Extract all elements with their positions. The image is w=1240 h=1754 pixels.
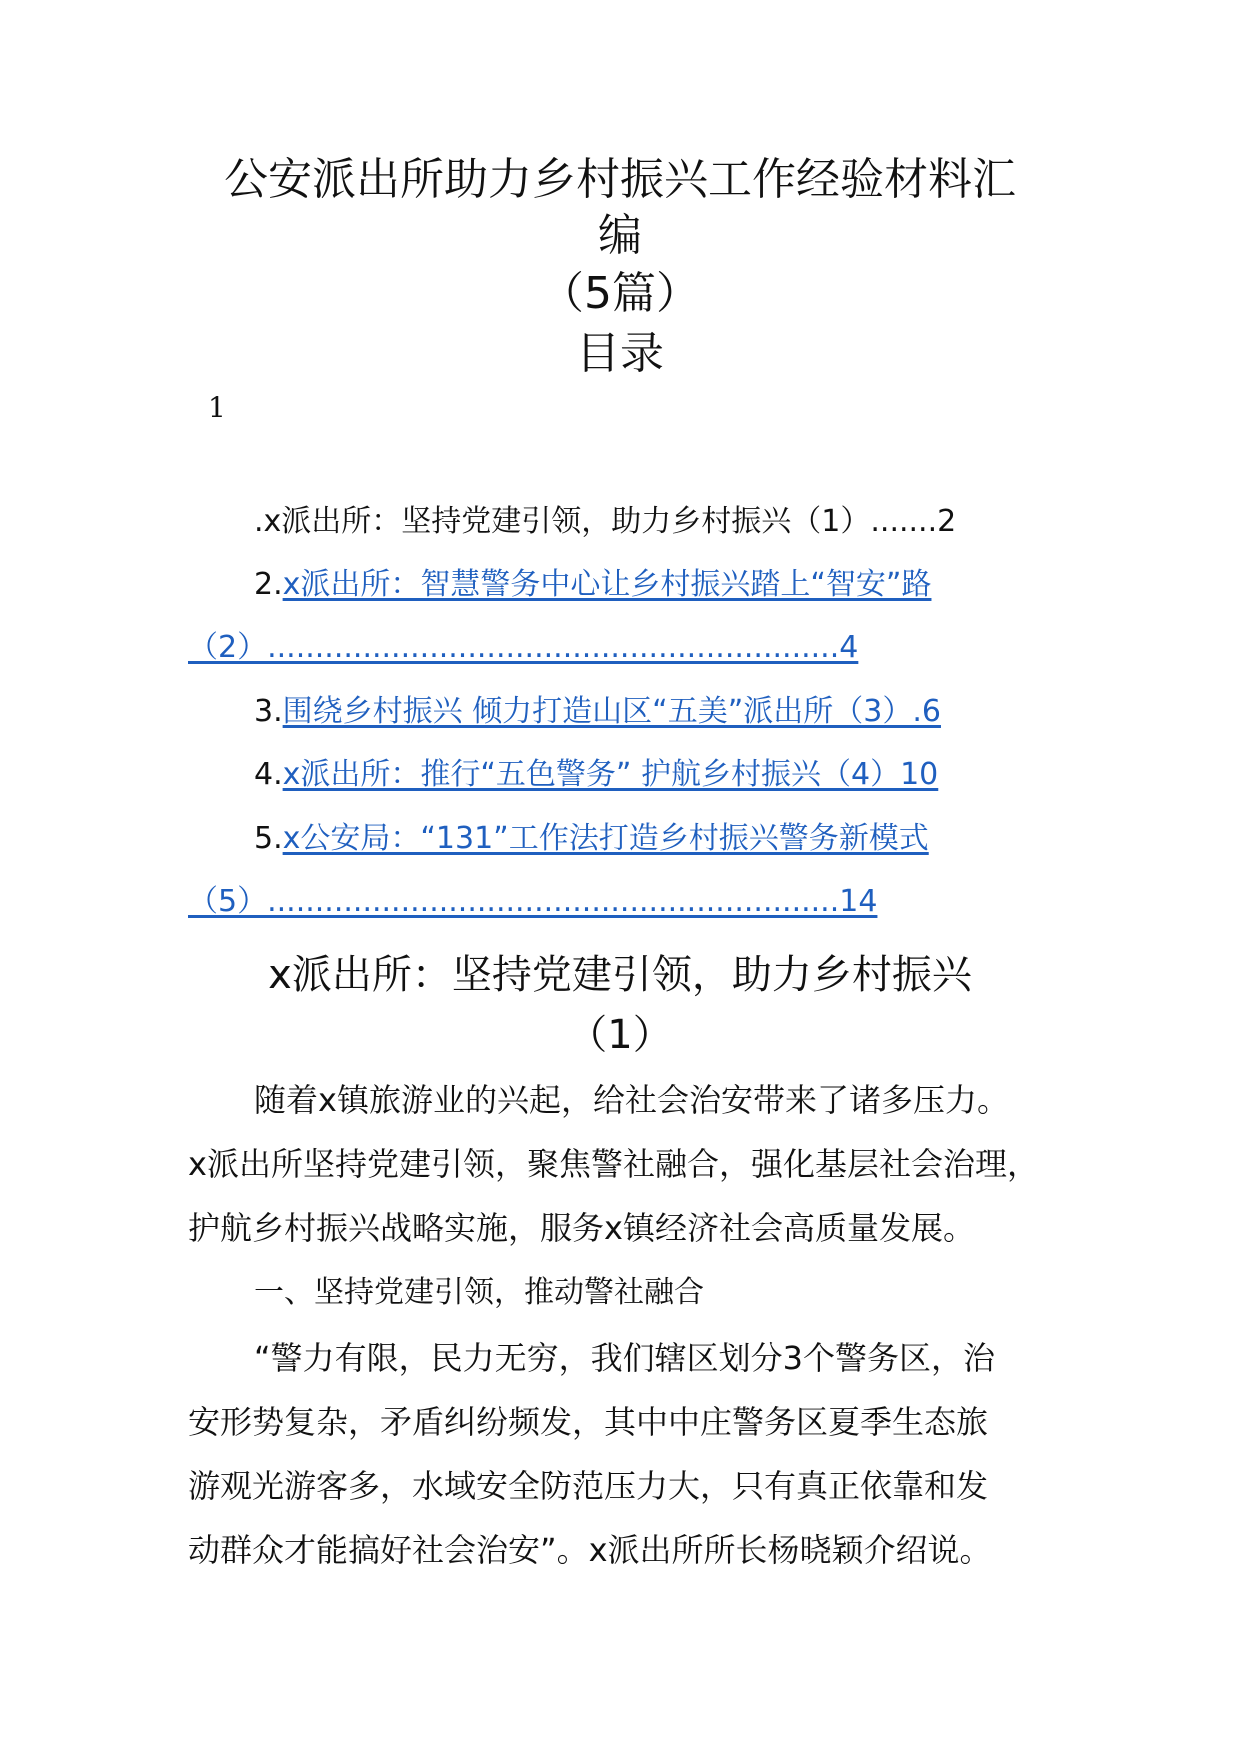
section-title: 一、坚持党建引领，推动警社融合	[254, 1275, 704, 1310]
toc-link-3[interactable]: 围绕乡村振兴 倾力打造山区“五美”派出所（3）.6	[282, 694, 941, 729]
paragraph-line: 随着x镇旅游业的兴起，给社会治安带来了诸多压力。	[254, 1081, 1009, 1119]
toc-item-3[interactable]	[254, 690, 941, 734]
document-subtitle: （5篇）	[540, 268, 700, 319]
article-heading-line-2: （1）	[567, 1012, 673, 1058]
toc-item-2[interactable]	[254, 563, 931, 607]
paragraph-line: 护航乡村振兴战略实施，服务x镇经济社会高质量发展。	[188, 1209, 975, 1247]
toc-link-4[interactable]: x派出所：推行“五色警务” 护航乡村振兴（4）10	[282, 757, 939, 792]
toc-item-number: 3.	[254, 694, 283, 729]
paragraph-line: 游观光游客多，水域安全防范压力大，只有真正依靠和发	[188, 1467, 989, 1505]
toc-item-4[interactable]	[254, 753, 938, 797]
toc-item-number: 2.	[254, 567, 283, 602]
toc-heading: 目录	[576, 328, 664, 379]
toc-item-1: .x派出所：坚持党建引领，助力乡村振兴（1）.......2	[254, 504, 957, 539]
paragraph-line: 动群众才能搞好社会治安”。x派出所所长杨晓颖介绍说。	[188, 1531, 992, 1569]
article-heading-line-1: x派出所：坚持党建引领，助力乡村振兴	[268, 952, 972, 998]
toc-link-5[interactable]: x公安局：“131”工作法打造乡村振兴警务新模式	[282, 821, 929, 856]
page-number-marker: 1	[208, 391, 226, 424]
toc-item-number: 5.	[254, 821, 283, 856]
toc-item-5[interactable]	[254, 817, 929, 861]
toc-link-2-continued[interactable]: （2）............................................................4	[188, 630, 859, 665]
toc-item-number: 4.	[254, 757, 283, 792]
paragraph-line: x派出所坚持党建引领，聚焦警社融合，强化基层社会治理，	[188, 1145, 1039, 1183]
document-title-line-1: 公安派出所助力乡村振兴工作经验材料汇	[224, 154, 1016, 205]
toc-link-2[interactable]: x派出所：智慧警务中心让乡村振兴踏上“智安”路	[282, 567, 932, 602]
document-title-line-2: 编	[598, 210, 642, 261]
toc-link-5-continued[interactable]: （5）............................................................14	[188, 884, 878, 919]
paragraph-line: 安形势复杂，矛盾纠纷频发，其中中庄警务区夏季生态旅	[188, 1403, 989, 1441]
paragraph-line: “警力有限，民力无穷，我们辖区划分3个警务区，治	[254, 1339, 995, 1377]
